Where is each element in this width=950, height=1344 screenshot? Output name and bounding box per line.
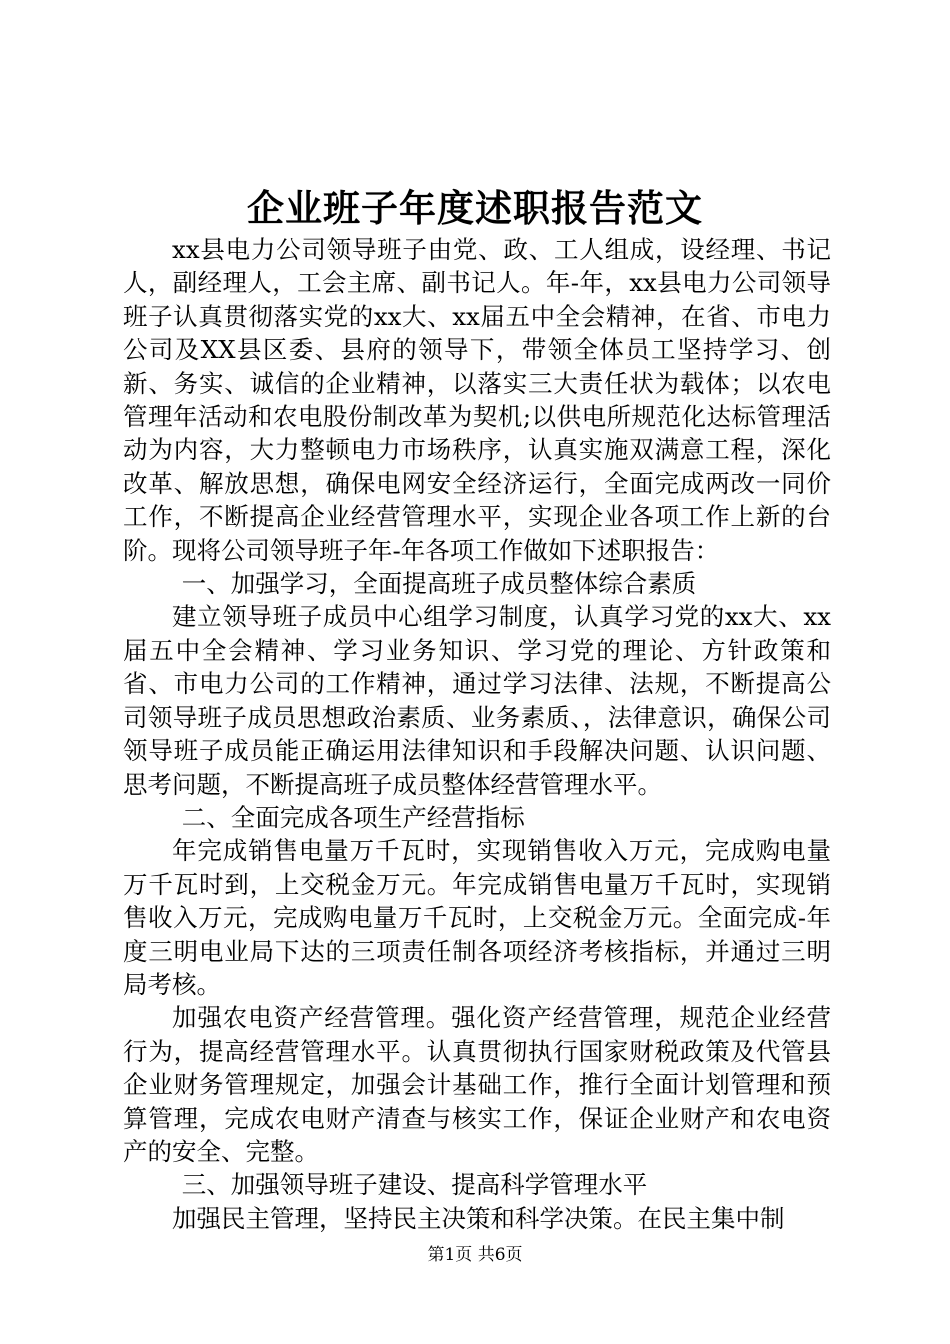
document-body xyxy=(123,233,831,1235)
page-number-footer: 第1页 共6页 xyxy=(427,1245,523,1265)
intro-paragraph: xx县电力公司领导班子由党、政、工人组成，设经理、书记人，副经理人，工会主席、副书记人。年-年，xx县电力公司领导班子认真贯彻落实党的xx大、xx届五中全会精神，在省、市电力公司及XX县区委、县府的领导下，带领全体员工坚持学习、创新、务实、诚信的企业精神，以落实三大责任状为载体；以农电管理年活动和农电股份制改革为契机;以供电所规范化达标管理活动为内容，大力整顿电力市场秩序，认真实施双满意工程，深化改革、解放思想，确保电网安全经济运行，全面完成两改一同价工作，不断提高企业经营管理水平，实现企业各项工作上新的台阶。现将公司领导班子年-年各项工作做如下述职报告： xyxy=(123,235,831,565)
section-heading-1: 一、加强学习，全面提高班子成员整体综合素质 xyxy=(181,569,697,599)
section-heading-3: 三、加强领导班子建设、提高科学管理水平 xyxy=(181,1170,648,1200)
section-2-paragraph-2: 加强农电资产经营管理。强化资产经营管理，规范企业经营行为，提高经营管理水平。认真贯彻执行国家财税政策及代管县企业财务管理规定，加强会计基础工作，推行全面计划管理和预算管理，完成农电财产清查与核实工作，保证企业财产和农电资产的安全、完整。 xyxy=(123,1003,831,1166)
document-title: 企业班子年度述职报告范文 xyxy=(247,186,703,230)
section-2-paragraph-1: 年完成销售电量万千瓦时，实现销售收入万元，完成购电量万千瓦时到，上交税金万元。年完成销售电量万千瓦时，实现销售收入万元，完成购电量万千瓦时，上交税金万元。全面完成-年度三明电业局下达的三项责任制各项经济考核指标，并通过三明局考核。 xyxy=(123,836,831,999)
section-1-paragraph: 建立领导班子成员中心组学习制度，认真学习党的xx大、xx届五中全会精神、学习业务知识、学习党的理论、方针政策和省、市电力公司的工作精神，通过学习法律、法规，不断提高公司领导班子成员思想政治素质、业务素质、，法律意识，确保公司领导班子成员能正确运用法律知识和手段解决问题、认识问题、思考问题，不断提高班子成员整体经营管理水平。 xyxy=(123,602,831,799)
section-3-paragraph: 加强民主管理，坚持民主决策和科学决策。在民主集中制 xyxy=(172,1203,785,1233)
section-heading-2: 二、全面完成各项生产经营指标 xyxy=(181,802,525,832)
